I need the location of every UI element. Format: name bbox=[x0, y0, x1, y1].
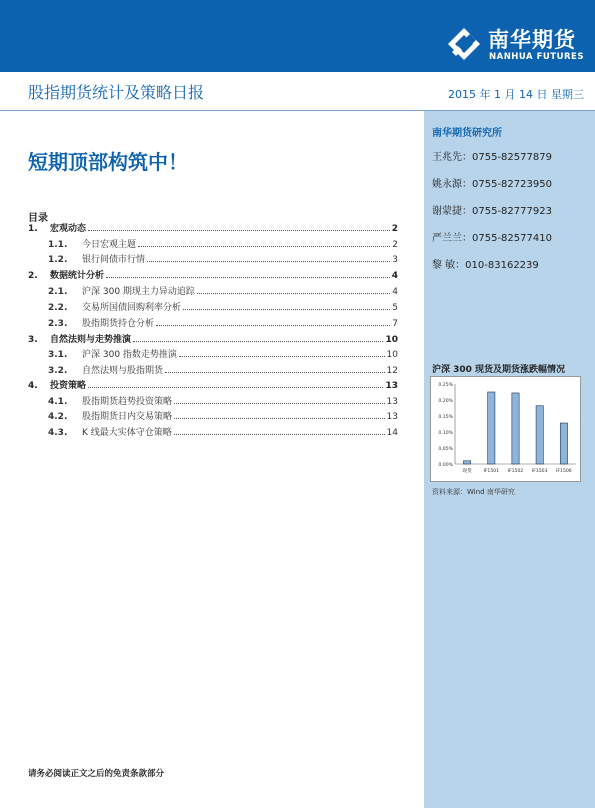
report-title: 股指期货统计及策略日报 bbox=[28, 83, 205, 102]
toc-num: 3.1. bbox=[48, 350, 68, 360]
toc-leader bbox=[183, 309, 390, 310]
toc-item[interactable] bbox=[48, 315, 398, 329]
toc-label: 股指期货日内交易策略 bbox=[82, 412, 173, 422]
toc-leader bbox=[174, 418, 385, 419]
contact-3: 严兰兰：0755-82577410 bbox=[432, 233, 552, 244]
chart-source: 资料来源：Wind 南华研究 bbox=[432, 488, 515, 496]
toc-num: 4. bbox=[28, 381, 38, 391]
toc-label: 今日宏观主题 bbox=[82, 240, 137, 250]
toc-label: 自然法则与股指期货 bbox=[82, 366, 164, 376]
logo-text-cn: 南华期货 bbox=[488, 28, 576, 52]
y-tick-label: 0.15% bbox=[438, 415, 453, 420]
toc-label: 沪深 300 指数走势推演 bbox=[82, 350, 177, 360]
toc-label: 股指期货趋势投资策略 bbox=[82, 397, 173, 407]
toc-page: 2 bbox=[391, 224, 398, 234]
x-tick-label: IF1506 bbox=[556, 469, 572, 474]
y-tick-label: 0.00% bbox=[438, 463, 453, 468]
toc-item[interactable] bbox=[28, 377, 398, 391]
toc-page: 3 bbox=[392, 255, 398, 265]
toc-num: 4.2. bbox=[48, 412, 68, 422]
toc-leader bbox=[133, 341, 383, 342]
toc-num: 2.2. bbox=[48, 303, 68, 313]
toc-page: 12 bbox=[386, 366, 398, 376]
toc-label: 宏观动态 bbox=[50, 224, 87, 234]
toc-leader bbox=[106, 277, 390, 278]
toc-item[interactable] bbox=[48, 299, 398, 313]
toc-title: 目录 bbox=[28, 213, 48, 224]
toc-label: 投资策略 bbox=[50, 381, 87, 391]
toc-num: 1.1. bbox=[48, 240, 68, 250]
toc-page: 5 bbox=[392, 303, 398, 313]
toc-leader bbox=[88, 387, 383, 388]
brand-logo bbox=[446, 22, 591, 70]
toc-label: K 线最大实体守仓策略 bbox=[82, 428, 172, 438]
toc-page: 4 bbox=[392, 287, 398, 297]
toc-leader bbox=[165, 372, 385, 373]
toc-item[interactable] bbox=[28, 267, 398, 281]
bar-现货 bbox=[463, 461, 470, 464]
toc-page: 13 bbox=[385, 381, 398, 391]
toc-item[interactable] bbox=[28, 331, 398, 345]
toc-item[interactable] bbox=[48, 424, 398, 438]
toc-label: 沪深 300 期现主力异动追踪 bbox=[82, 287, 195, 297]
toc-leader bbox=[179, 356, 385, 357]
toc-label: 自然法则与走势推演 bbox=[50, 335, 132, 345]
contact-1: 姚永源：0755-82723950 bbox=[432, 179, 552, 190]
y-tick-label: 0.20% bbox=[438, 399, 453, 404]
toc-num: 3. bbox=[28, 335, 38, 345]
toc-leader bbox=[174, 434, 385, 435]
toc-leader bbox=[88, 230, 390, 231]
toc-item[interactable] bbox=[48, 283, 398, 297]
toc-label: 银行间债市行情 bbox=[82, 255, 146, 265]
toc-item[interactable] bbox=[48, 362, 398, 376]
headline: 短期顶部构筑中！ bbox=[28, 150, 188, 174]
toc-label: 数据统计分析 bbox=[50, 271, 105, 281]
bar-IF1506 bbox=[560, 423, 567, 464]
x-tick-label: 现货 bbox=[462, 469, 472, 474]
logo-text-en: NANHUA FUTURES bbox=[489, 52, 584, 62]
toc-item[interactable] bbox=[48, 393, 398, 407]
bar-IF1501 bbox=[488, 392, 495, 464]
chart-title: 沪深 300 现货及期货涨跌幅情况 bbox=[432, 365, 566, 375]
toc-leader bbox=[147, 261, 390, 262]
toc-leader bbox=[197, 293, 390, 294]
toc-page: 14 bbox=[386, 428, 398, 438]
toc-page: 10 bbox=[385, 335, 398, 345]
toc-page: 4 bbox=[391, 271, 398, 281]
nanhua-logo-icon bbox=[446, 26, 482, 62]
y-tick-label: 0.10% bbox=[438, 431, 453, 436]
x-tick-label: IF1502 bbox=[507, 469, 524, 474]
chart-container bbox=[430, 376, 581, 482]
bar-chart bbox=[431, 377, 580, 481]
toc-num: 2.3. bbox=[48, 319, 68, 329]
toc-page: 10 bbox=[386, 350, 398, 360]
toc-item[interactable] bbox=[48, 346, 398, 360]
toc-page: 7 bbox=[392, 319, 398, 329]
bar-IF1502 bbox=[512, 393, 519, 464]
x-tick-label: IF1501 bbox=[483, 469, 500, 474]
toc-num: 1. bbox=[28, 224, 38, 234]
contact-2: 谢蒙捷：0755-82777923 bbox=[432, 206, 552, 217]
toc-page: 13 bbox=[386, 412, 398, 422]
y-tick-label: 0.05% bbox=[438, 447, 453, 452]
toc-num: 4.1. bbox=[48, 397, 68, 407]
contact-0: 王兆先：0755-82577879 bbox=[432, 152, 552, 163]
toc-item[interactable] bbox=[48, 251, 398, 265]
disclaimer-note: 请务必阅读正文之后的免责条款部分 bbox=[28, 769, 165, 779]
toc-page: 2 bbox=[392, 240, 398, 250]
toc-item[interactable] bbox=[48, 408, 398, 422]
toc-label: 交易所国债回购利率分析 bbox=[82, 303, 182, 313]
toc-label: 股指期货持仓分析 bbox=[82, 319, 155, 329]
toc-leader bbox=[156, 325, 390, 326]
toc-num: 4.3. bbox=[48, 428, 68, 438]
bar-IF1503 bbox=[536, 406, 543, 464]
y-tick-label: 0.25% bbox=[438, 383, 453, 388]
toc-leader bbox=[174, 403, 385, 404]
report-date: 2015 年 1 月 14 日 星期三 bbox=[448, 88, 584, 101]
institute-name: 南华期货研究所 bbox=[432, 128, 502, 139]
toc-leader bbox=[138, 246, 390, 247]
toc-item[interactable] bbox=[28, 220, 398, 234]
toc-num: 1.2. bbox=[48, 255, 68, 265]
toc-num: 2. bbox=[28, 271, 38, 281]
toc-num: 2.1. bbox=[48, 287, 68, 297]
toc-num: 3.2. bbox=[48, 366, 68, 376]
toc-item[interactable] bbox=[48, 236, 398, 250]
toc-page: 13 bbox=[386, 397, 398, 407]
x-tick-label: IF1503 bbox=[531, 469, 548, 474]
contact-4: 黎 敏：010-83162239 bbox=[432, 260, 539, 271]
